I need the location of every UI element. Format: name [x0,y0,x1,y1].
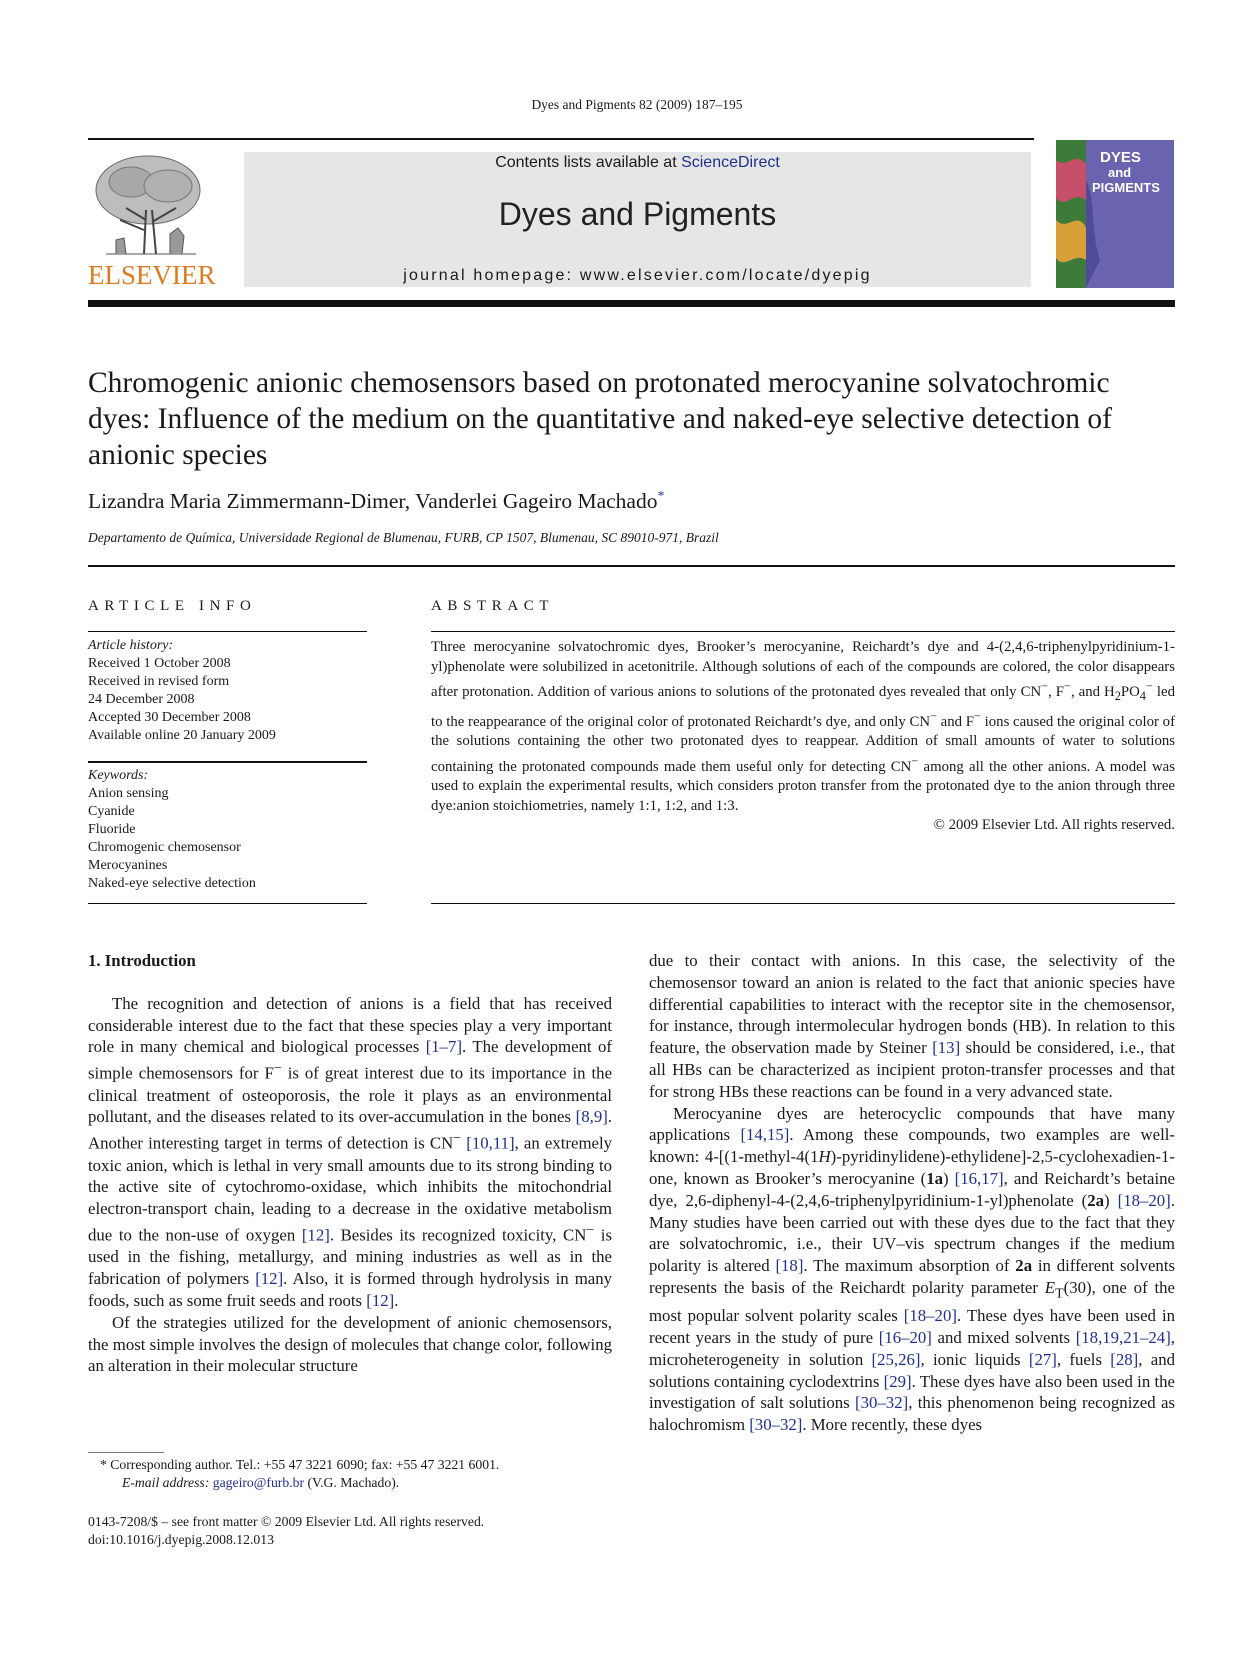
keywords-rule [88,761,367,763]
journal-cover-thumbnail[interactable] [1056,140,1174,288]
citation-link[interactable]: [18–20] [903,1306,957,1326]
abstract-rule [431,631,1175,632]
citation-link[interactable]: [10,11] [466,1133,515,1153]
citation-link[interactable]: [27] [1028,1349,1057,1369]
citation-link[interactable]: [16–20] [878,1327,932,1347]
header-thick-rule [88,300,1175,307]
author-list [88,489,664,514]
abstract-bottom-rule [431,903,1175,904]
journal-cover-image [1056,140,1174,288]
abstract-body [431,638,1175,836]
journal-homepage[interactable]: journal homepage: www.elsevier.com/locate/dyepig [403,267,872,284]
cover-line-3: PIGMENTS [1092,180,1160,195]
doi-line[interactable]: doi:10.1016/j.dyepig.2008.12.013 [88,1532,274,1547]
footnote-line-1: * Corresponding author. Tel.: +55 47 3221 6090; fax: +55 47 3221 6001. [100,1457,500,1472]
citation-link[interactable]: [28] [1110,1349,1139,1369]
contents-line [244,154,1031,172]
citation-link[interactable]: [18–20] [1117,1190,1171,1210]
title-rule [88,565,1175,567]
journal-title: Dyes and Pigments [498,196,777,232]
citation-link[interactable]: [8,9] [575,1107,608,1127]
citation-link[interactable]: [30–32] [855,1393,909,1413]
keywords-label: Keywords: [88,768,149,783]
body-column-right [649,950,1175,1436]
article-info-heading: ARTICLE INFO [88,598,257,614]
keyword-item: Anion sensing [88,786,169,801]
abstract-heading: ABSTRACT [431,598,555,614]
issn-line: 0143-7208/$ – see front matter © 2009 Elsevier Ltd. All rights reserved. [88,1514,485,1529]
intro-paragraph-1: The recognition and detection of anions is a field that has received considerable interest due to the fact that these species play a very important role in many chemical and biological processes [1–7]. The development of simple chemosensors for F− is of great interest due to its importance in the clinical treatment of osteoporosis, the role it plays as an environmental pollutant, and the diseases related to its over-accumulation in the bones [8,9]. Another interesting target in terms of detection is CN− [10,11], an extremely toxic anion, which is lethal in very small amounts due to its strong binding to the active site of cytochromo-oxidase, which inhibits the mitochondrial electron-transport chain, leading to a decrease in the oxidative metabolism due to the non-use of oxygen [12]. Besides its recognized toxicity, CN− is used in the fishing, metallurgy, and mining industries as well as in the fabrication of polymers [12]. Also, it is formed through hydrolysis in many foods, such as some fruit seeds and roots [12]. [88,993,613,1310]
citation-link[interactable]: [13] [932,1038,961,1058]
affiliation: Departamento de Química, Universidade Regional de Blumenau, FURB, CP 1507, Blumenau, SC 89010-971, Brazil [88,530,719,545]
front-matter [88,1513,484,1549]
journal-banner [244,152,1031,287]
article-info-rule [88,631,367,632]
article-title: Chromogenic anionic chemosensors based on protonated merocyanine solvatochromic dyes: Influence of the medium on the quantitative and naked-eye selective detection of anionic species [88,367,1112,471]
history-item: Received in revised form [88,674,230,689]
cover-line-1: DYES [1100,149,1141,166]
elsevier-wordmark: ELSEVIER [88,260,216,290]
header-rule [88,138,1034,140]
citation-link[interactable]: [12] [255,1269,284,1289]
footnote-rule [88,1452,164,1453]
corresponding-author-footnote [100,1456,499,1492]
keywords [88,767,256,893]
sciencedirect-link[interactable]: ScienceDirect [681,154,780,171]
keyword-item: Fluoride [88,822,136,837]
citation-link[interactable]: [25,26] [871,1349,921,1369]
history-item: Received 1 October 2008 [88,656,231,671]
authors-text: Lizandra Maria Zimmermann-Dimer, Vanderlei Gageiro Machado [88,489,658,514]
footnote-line-2: E-mail address: gageiro@furb.br (V.G. Machado). [122,1475,400,1490]
cover-line-2: and [1108,165,1132,180]
body-column-left [88,950,612,1377]
article-info-bottom-rule [88,903,367,904]
citation-link[interactable]: [14,15] [740,1125,790,1145]
citation-link[interactable]: [29] [883,1371,912,1391]
citation-link[interactable]: [16,17] [954,1168,1004,1188]
citation-link[interactable]: [12] [301,1225,330,1245]
journal-reference: Dyes and Pigments 82 (2009) 187–195 [531,97,743,112]
abstract-text: Three merocyanine solvatochromic dyes, Brooker’s merocyanine, Reichardt’s dye and 4-(2,4,6-triphenylpyridinium-1-yl)phenolate were solubilized in acetonitrile. Although solutions of each of the compounds are colored, the color disappears after protonation. Addition of various anions to solutions of the protonated dyes revealed that only CN−, F−, and $H_2PO_4^-$ led to the reappearance of the original color of protonated Reichardt’s dye, and only CN− and F− ions caused the original color of the solutions containing the other two protonated dyes to reappear. Addition of small amounts of water to solutions containing the protonated compounds made them useful only for detecting CN− among all the other anions. A model was used to explain the experimental results, which considers proton transfer from the protonated dye to the anion through three dye:anion stoichiometries, namely 1:1, 1:2, and 1:3. [431,639,1175,814]
contents-prefix: Contents lists available at [495,154,682,171]
article-history [88,637,276,745]
citation-link[interactable]: [1–7] [425,1037,463,1057]
corresponding-author-mark[interactable]: * [657,489,665,504]
citation-link[interactable]: [30–32] [749,1415,803,1435]
keyword-item: Chromogenic chemosensor [88,840,241,855]
tree-icon [86,150,216,290]
elsevier-tree-logo[interactable] [86,150,216,290]
citation-link[interactable]: [18] [775,1256,804,1276]
history-label: Article history: [88,638,174,653]
keyword-item: Cyanide [88,804,135,819]
history-item: Available online 20 January 2009 [88,728,276,743]
citation-link[interactable]: [12] [366,1290,395,1310]
history-item: 24 December 2008 [88,692,195,707]
intro-paragraph-2: Of the strategies utilized for the development of anionic chemosensors, the most simple involves the design of molecules that change color, following an alteration in their molecular structure [88,1312,612,1376]
abstract-copyright: © 2009 Elsevier Ltd. All rights reserved. [933,817,1175,834]
keyword-item: Merocyanines [88,858,168,873]
introduction-heading: 1. Introduction [88,951,196,970]
history-item: Accepted 30 December 2008 [88,710,251,725]
keyword-item: Naked-eye selective detection [88,876,256,891]
author-email-link[interactable]: gageiro@furb.br [212,1475,305,1490]
citation-link[interactable]: [18,19,21–24] [1075,1327,1171,1347]
intro-paragraph-3: Merocyanine dyes are heterocyclic compounds that have many applications [14,15]. Among these compounds, two examples are well-known: 4-[(1-methyl-4(1H)-pyridinylidene)-ethylidene]-2,5-cyclohexadien-1-one, known as Brooker’s merocyanine (1a) [16,17], and Reichardt’s betaine dye, 2,6-diphenyl-4-(2,4,6-triphenylpyridinium-1-yl)phenolate (2a) [18–20]. Many studies have been carried out with these dyes due to the fact that they are solvatochromic, i.e., their UV–vis spectrum changes if the medium polarity is altered [18]. The maximum absorption of 2a in different solvents represents the basis of the Reichardt polarity parameter $E_T(30)$, one of the most popular solvent polarity scales [18–20]. These dyes have been used in recent years in the study of pure [16–20] and mixed solvents [18,19,21–24], microheterogeneity in solution [25,26], ionic liquids [27], fuels [28], and solutions containing cyclodextrins [29]. These dyes have also been used in the investigation of salt solutions [30–32], this phenomenon being recognized as halochromism [30–32]. More recently, these dyes [649,1103,1176,1435]
intro-paragraph-2-continued: due to their contact with anions. In this case, the selectivity of the chemosensor toward an anion is related to the fact that anionic species have differential capabilities to interact with the receptor site in the chemosensor, for instance, through intermolecular hydrogen bonds (HB). In relation to this feature, the observation made by Steiner [13] should be considered, i.e., that all HBs can be characterized as incipient proton-transfer processes and that for strong HBs these reactions can be found in a very advanced state. [649,951,1175,1101]
